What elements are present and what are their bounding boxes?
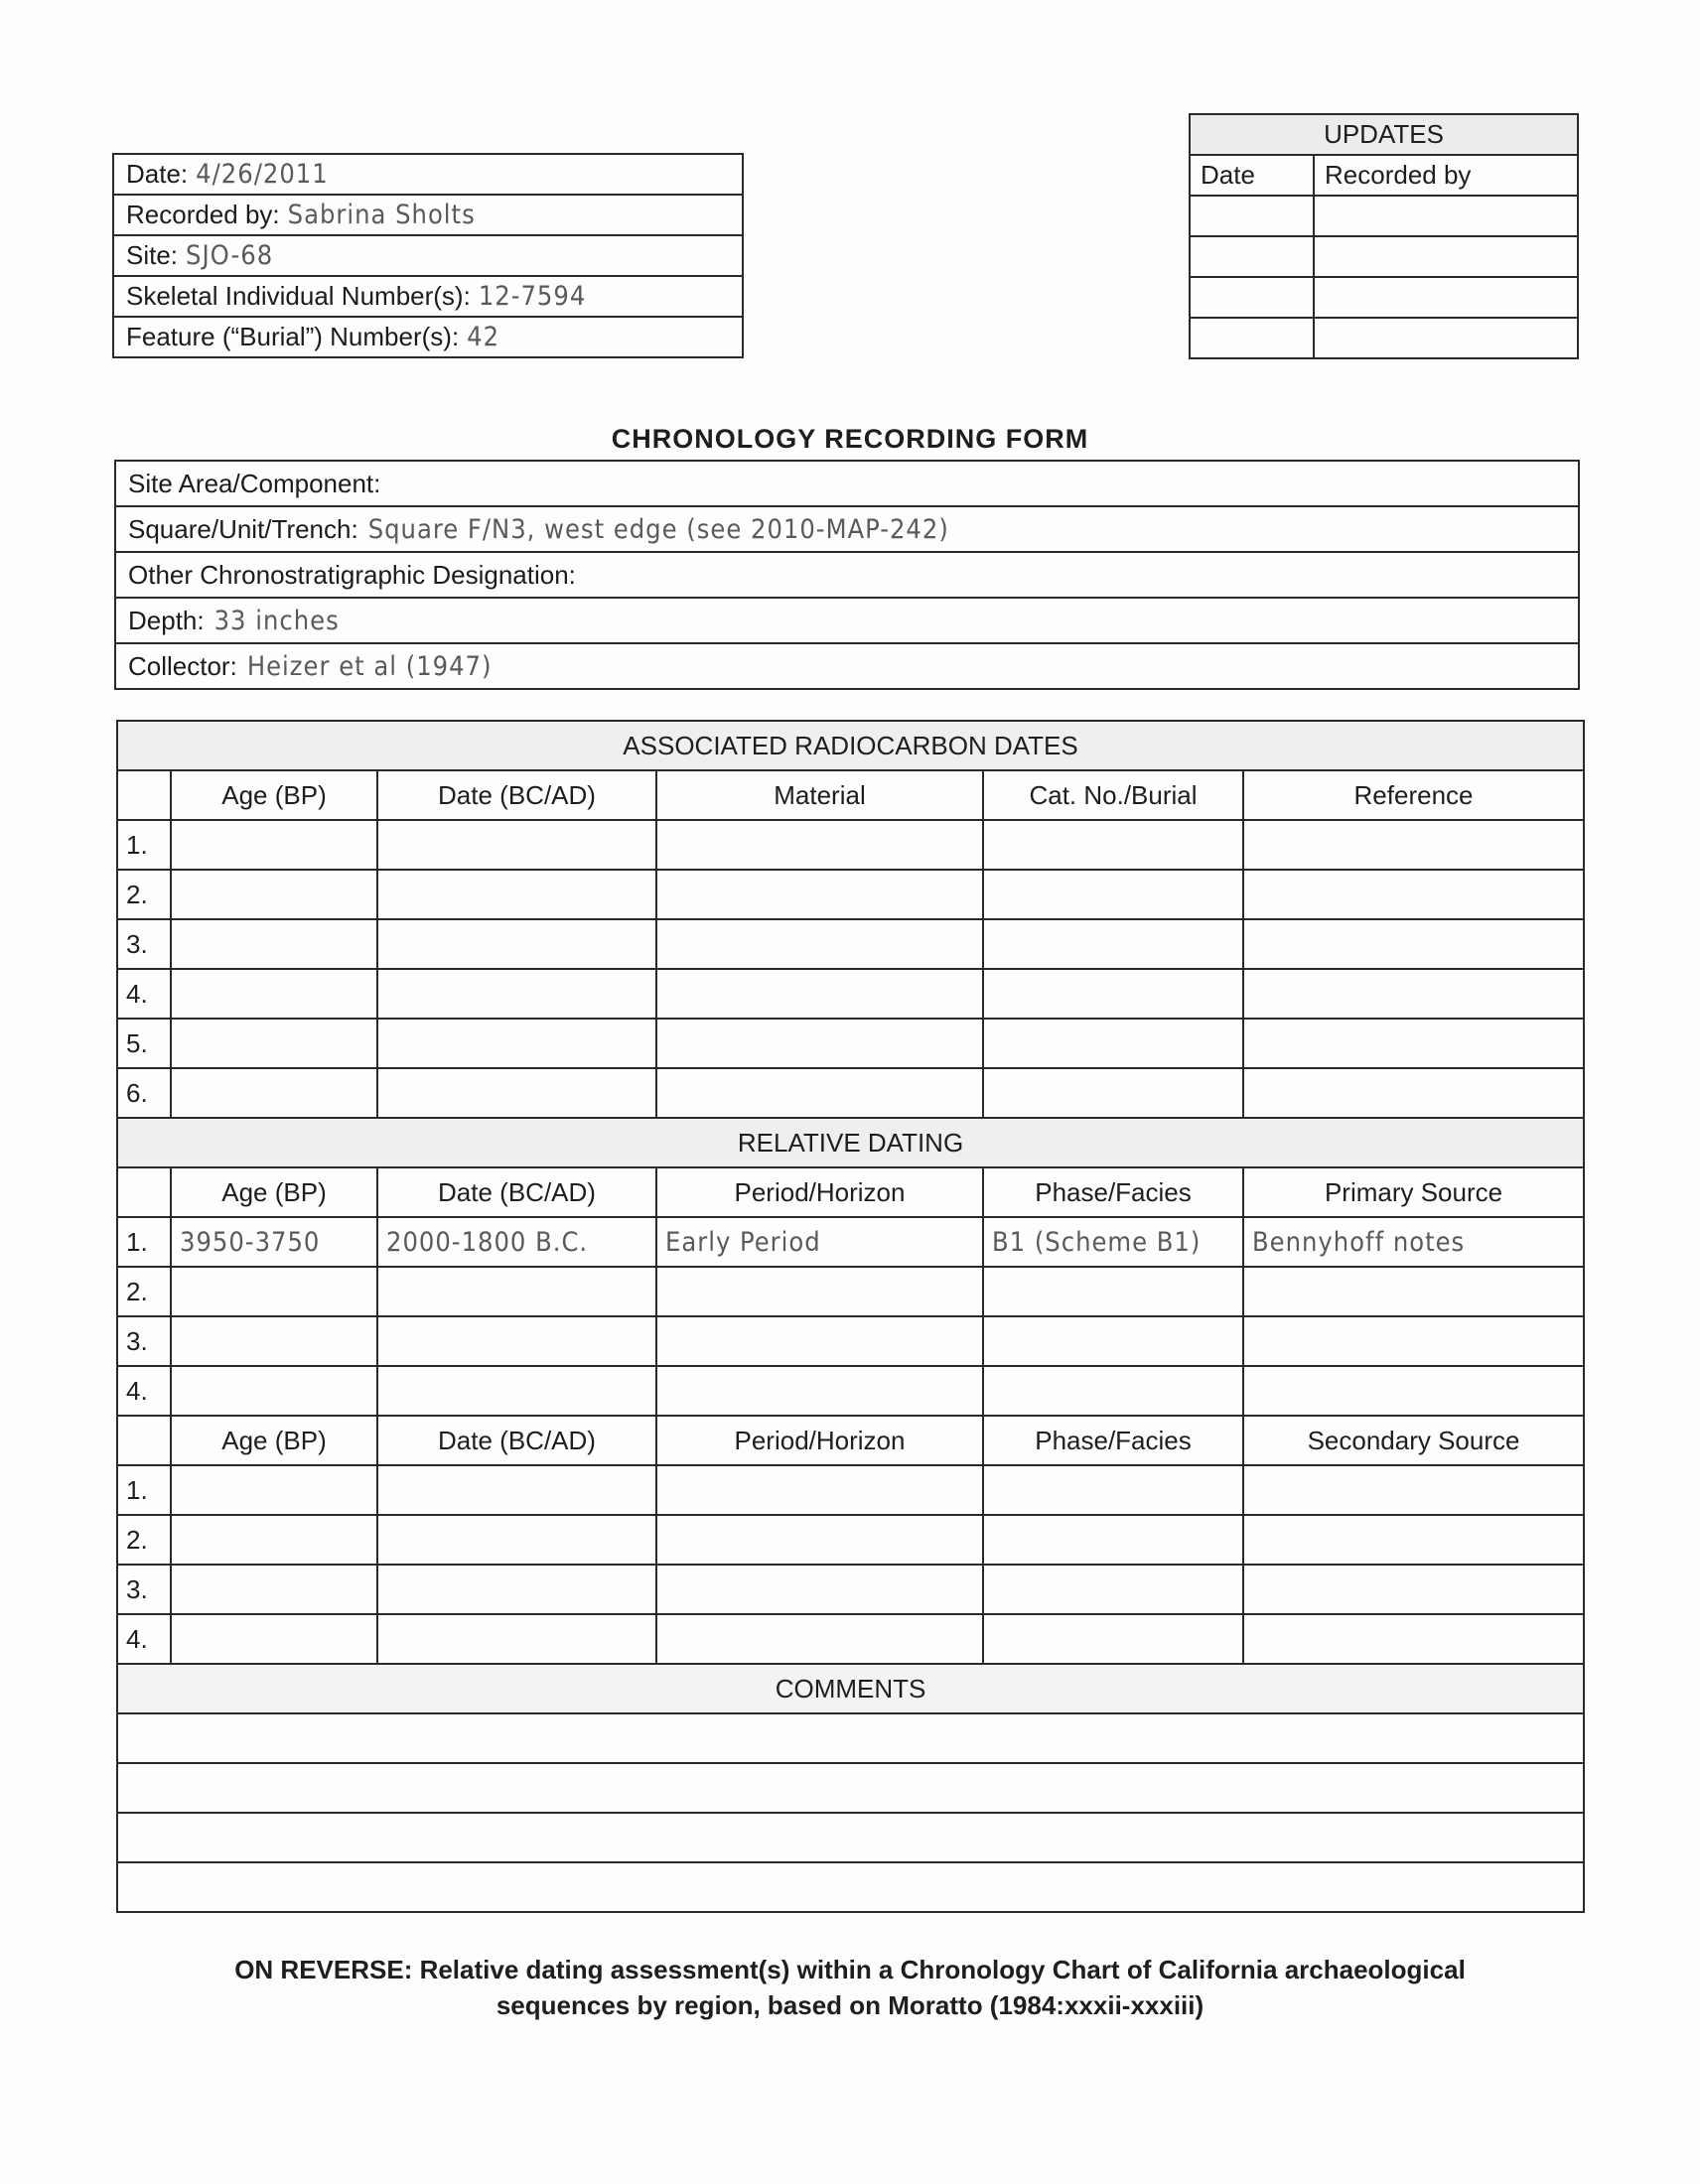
recorded-by-field[interactable]	[113, 195, 743, 235]
comment-line-field[interactable]	[117, 1713, 1584, 1763]
reference-cell[interactable]	[1243, 870, 1584, 919]
cat-no-cell[interactable]	[983, 870, 1243, 919]
site-label: Site:	[126, 240, 179, 270]
skeletal-field[interactable]	[113, 276, 743, 317]
depth-label: Depth:	[128, 605, 205, 635]
date-cell[interactable]	[377, 1217, 656, 1267]
reference-cell[interactable]	[1243, 969, 1584, 1019]
source-cell[interactable]	[1243, 1565, 1584, 1614]
radiocarbon-col-cat-no: Cat. No./Burial	[983, 770, 1243, 820]
phase-cell[interactable]	[983, 1316, 1243, 1366]
age-cell[interactable]	[171, 1316, 377, 1366]
secondary-row	[117, 1565, 1584, 1614]
period-cell[interactable]	[656, 1366, 983, 1416]
square-field[interactable]	[115, 506, 1579, 552]
date-cell[interactable]	[377, 1515, 656, 1565]
recorded-by-value: Sabrina Sholts	[287, 200, 476, 230]
radiocarbon-row	[117, 919, 1584, 969]
row-number: 1.	[117, 1217, 171, 1267]
age-cell[interactable]	[171, 1068, 377, 1118]
radiocarbon-col-material: Material	[656, 770, 983, 820]
date-cell[interactable]	[377, 919, 656, 969]
feature-label: Feature (“Burial”) Number(s):	[126, 322, 460, 351]
recorded-by-label: Recorded by:	[126, 200, 280, 229]
collector-value: Heizer et al (1947)	[246, 650, 493, 682]
row-number: 2.	[117, 1515, 171, 1565]
source-value: Bennyhoff notes	[1252, 1226, 1466, 1258]
phase-cell[interactable]	[983, 1366, 1243, 1416]
primary-col-blank	[117, 1167, 171, 1217]
comment-line-field[interactable]	[117, 1862, 1584, 1912]
source-cell[interactable]	[1243, 1366, 1584, 1416]
updates-title: UPDATES	[1190, 114, 1578, 155]
age-cell[interactable]	[171, 969, 377, 1019]
age-cell[interactable]	[171, 919, 377, 969]
primary-header-row	[117, 1167, 1584, 1217]
skeletal-value: 12-7594	[478, 281, 587, 312]
radiocarbon-col-age: Age (BP)	[171, 770, 377, 820]
date-cell[interactable]	[377, 1465, 656, 1515]
age-cell[interactable]	[171, 870, 377, 919]
period-cell[interactable]	[656, 1316, 983, 1366]
updates-row	[1190, 236, 1578, 277]
source-cell[interactable]	[1243, 1515, 1584, 1565]
reference-cell[interactable]	[1243, 820, 1584, 870]
comment-line	[117, 1713, 1584, 1763]
date-cell[interactable]	[377, 870, 656, 919]
material-cell[interactable]	[656, 1019, 983, 1068]
footer-line-1: ON REVERSE: Relative dating assessment(s) within a Chronology Chart of California archaeological	[234, 1955, 1466, 1984]
radiocarbon-row	[117, 1019, 1584, 1068]
reference-cell[interactable]	[1243, 919, 1584, 969]
updates-col-recorded-by: Recorded by	[1314, 155, 1578, 196]
updates-recorded-by-cell[interactable]	[1314, 277, 1578, 318]
age-cell[interactable]	[171, 1366, 377, 1416]
feature-row	[113, 317, 743, 357]
age-cell[interactable]	[171, 1614, 377, 1664]
row-number: 4.	[117, 1366, 171, 1416]
identity-box	[112, 153, 744, 358]
relative-dating-secondary-section	[117, 1416, 1584, 1664]
skeletal-row	[113, 276, 743, 317]
period-cell[interactable]	[656, 1614, 983, 1664]
age-cell[interactable]	[171, 1465, 377, 1515]
phase-cell[interactable]	[983, 1217, 1243, 1267]
footer-note	[0, 1952, 1700, 2023]
cat-no-cell[interactable]	[983, 1068, 1243, 1118]
comment-line	[117, 1862, 1584, 1912]
date-cell[interactable]	[377, 1316, 656, 1366]
material-cell[interactable]	[656, 820, 983, 870]
material-cell[interactable]	[656, 1068, 983, 1118]
cat-no-cell[interactable]	[983, 1019, 1243, 1068]
age-cell[interactable]	[171, 1019, 377, 1068]
updates-row	[1190, 277, 1578, 318]
radiocarbon-col-date: Date (BC/AD)	[377, 770, 656, 820]
material-cell[interactable]	[656, 870, 983, 919]
period-cell[interactable]	[656, 1465, 983, 1515]
date-cell[interactable]	[377, 1068, 656, 1118]
row-number: 3.	[117, 1316, 171, 1366]
page-title: CHRONOLOGY RECORDING FORM	[611, 424, 1089, 454]
primary-row	[117, 1217, 1584, 1267]
phase-cell[interactable]	[983, 1515, 1243, 1565]
date-cell[interactable]	[377, 820, 656, 870]
updates-box	[1189, 113, 1579, 359]
radiocarbon-row	[117, 820, 1584, 870]
source-cell[interactable]	[1243, 1267, 1584, 1316]
secondary-row	[117, 1465, 1584, 1515]
period-cell[interactable]	[656, 1217, 983, 1267]
updates-date-cell[interactable]	[1190, 318, 1314, 358]
date-cell[interactable]	[377, 1019, 656, 1068]
updates-date-cell[interactable]	[1190, 196, 1314, 236]
date-row	[113, 154, 743, 195]
comment-line	[117, 1763, 1584, 1813]
source-cell[interactable]	[1243, 1614, 1584, 1664]
period-cell[interactable]	[656, 1515, 983, 1565]
row-number: 3.	[117, 1565, 171, 1614]
row-number: 5.	[117, 1019, 171, 1068]
row-number: 1.	[117, 820, 171, 870]
radiocarbon-row	[117, 969, 1584, 1019]
age-cell[interactable]	[171, 820, 377, 870]
skeletal-label: Skeletal Individual Number(s):	[126, 281, 471, 311]
comment-line	[117, 1813, 1584, 1862]
other-designation-label: Other Chronostratigraphic Designation:	[128, 559, 576, 590]
radiocarbon-section	[117, 721, 1584, 1118]
secondary-col-period: Period/Horizon	[656, 1416, 983, 1465]
dating-table	[116, 720, 1585, 1913]
chronology-form-box	[114, 460, 1580, 690]
secondary-col-phase: Phase/Facies	[983, 1416, 1243, 1465]
phase-cell[interactable]	[983, 1565, 1243, 1614]
radiocarbon-header-row	[117, 770, 1584, 820]
age-value: 3950-3750	[180, 1226, 321, 1258]
primary-row	[117, 1267, 1584, 1316]
site-value: SJO-68	[186, 240, 274, 271]
updates-recorded-by-cell[interactable]	[1314, 318, 1578, 358]
primary-col-phase: Phase/Facies	[983, 1167, 1243, 1217]
phase-cell[interactable]	[983, 1465, 1243, 1515]
updates-col-date: Date	[1190, 155, 1314, 196]
row-number: 2.	[117, 1267, 171, 1316]
updates-row	[1190, 196, 1578, 236]
collector-label: Collector:	[128, 650, 237, 681]
site-row	[113, 235, 743, 276]
row-number: 2.	[117, 870, 171, 919]
row-number: 4.	[117, 1614, 171, 1664]
date-label: Date:	[126, 159, 189, 189]
source-cell[interactable]	[1243, 1316, 1584, 1366]
primary-col-source: Primary Source	[1243, 1167, 1584, 1217]
cat-no-cell[interactable]	[983, 919, 1243, 969]
reference-cell[interactable]	[1243, 1068, 1584, 1118]
primary-row	[117, 1366, 1584, 1416]
site-area-label: Site Area/Component:	[128, 468, 381, 498]
primary-col-period: Period/Horizon	[656, 1167, 983, 1217]
radiocarbon-title: ASSOCIATED RADIOCARBON DATES	[117, 721, 1584, 770]
date-cell[interactable]	[377, 1267, 656, 1316]
source-cell[interactable]	[1243, 1217, 1584, 1267]
date-field[interactable]	[113, 154, 743, 195]
period-value: Early Period	[665, 1226, 821, 1258]
site-area-field[interactable]	[115, 461, 1579, 506]
date-cell[interactable]	[377, 1565, 656, 1614]
relative-dating-title: RELATIVE DATING	[117, 1118, 1584, 1167]
other-designation-field[interactable]	[115, 552, 1579, 598]
material-cell[interactable]	[656, 919, 983, 969]
site-field[interactable]	[113, 235, 743, 276]
age-cell[interactable]	[171, 1515, 377, 1565]
phase-cell[interactable]	[983, 1614, 1243, 1664]
radiocarbon-row	[117, 1068, 1584, 1118]
cat-no-cell[interactable]	[983, 969, 1243, 1019]
square-label: Square/Unit/Trench:	[128, 513, 358, 544]
secondary-header-row	[117, 1416, 1584, 1465]
depth-field[interactable]	[115, 598, 1579, 643]
radiocarbon-col-blank	[117, 770, 171, 820]
row-number: 1.	[117, 1465, 171, 1515]
phase-cell[interactable]	[983, 1267, 1243, 1316]
updates-date-cell[interactable]	[1190, 236, 1314, 277]
radiocarbon-col-reference: Reference	[1243, 770, 1584, 820]
square-value: Square F/N3, west edge (see 2010-MAP-242)	[367, 513, 949, 545]
updates-recorded-by-cell[interactable]	[1314, 196, 1578, 236]
secondary-col-blank	[117, 1416, 171, 1465]
secondary-row	[117, 1614, 1584, 1664]
date-cell[interactable]	[377, 1366, 656, 1416]
material-cell[interactable]	[656, 969, 983, 1019]
row-number: 4.	[117, 969, 171, 1019]
age-cell[interactable]	[171, 1565, 377, 1614]
radiocarbon-row	[117, 870, 1584, 919]
depth-value: 33 inches	[213, 605, 340, 636]
updates-date-cell[interactable]	[1190, 277, 1314, 318]
updates-row	[1190, 318, 1578, 358]
comments-title: COMMENTS	[117, 1664, 1584, 1713]
secondary-col-age: Age (BP)	[171, 1416, 377, 1465]
row-number: 6.	[117, 1068, 171, 1118]
source-cell[interactable]	[1243, 1465, 1584, 1515]
reference-cell[interactable]	[1243, 1019, 1584, 1068]
comment-line-field[interactable]	[117, 1763, 1584, 1813]
secondary-col-date: Date (BC/AD)	[377, 1416, 656, 1465]
phase-value: B1 (Scheme B1)	[992, 1226, 1202, 1258]
feature-field[interactable]	[113, 317, 743, 357]
recorded-by-row	[113, 195, 743, 235]
date-cell[interactable]	[377, 1614, 656, 1664]
period-cell[interactable]	[656, 1267, 983, 1316]
comments-section	[117, 1664, 1584, 1912]
date-value: 2000-1800 B.C.	[386, 1226, 589, 1258]
cat-no-cell[interactable]	[983, 820, 1243, 870]
secondary-row	[117, 1515, 1584, 1565]
updates-recorded-by-cell[interactable]	[1314, 236, 1578, 277]
date-cell[interactable]	[377, 969, 656, 1019]
primary-col-age: Age (BP)	[171, 1167, 377, 1217]
age-cell[interactable]	[171, 1217, 377, 1267]
collector-field[interactable]	[115, 643, 1579, 689]
date-value: 4/26/2011	[196, 159, 329, 190]
comment-line-field[interactable]	[117, 1813, 1584, 1862]
age-cell[interactable]	[171, 1267, 377, 1316]
primary-row	[117, 1316, 1584, 1366]
primary-col-date: Date (BC/AD)	[377, 1167, 656, 1217]
relative-dating-primary-section	[117, 1118, 1584, 1416]
footer-line-2: sequences by region, based on Moratto (1984:xxxii-xxxiii)	[496, 1990, 1204, 2020]
secondary-col-source: Secondary Source	[1243, 1416, 1584, 1465]
feature-value: 42	[467, 322, 500, 352]
row-number: 3.	[117, 919, 171, 969]
period-cell[interactable]	[656, 1565, 983, 1614]
